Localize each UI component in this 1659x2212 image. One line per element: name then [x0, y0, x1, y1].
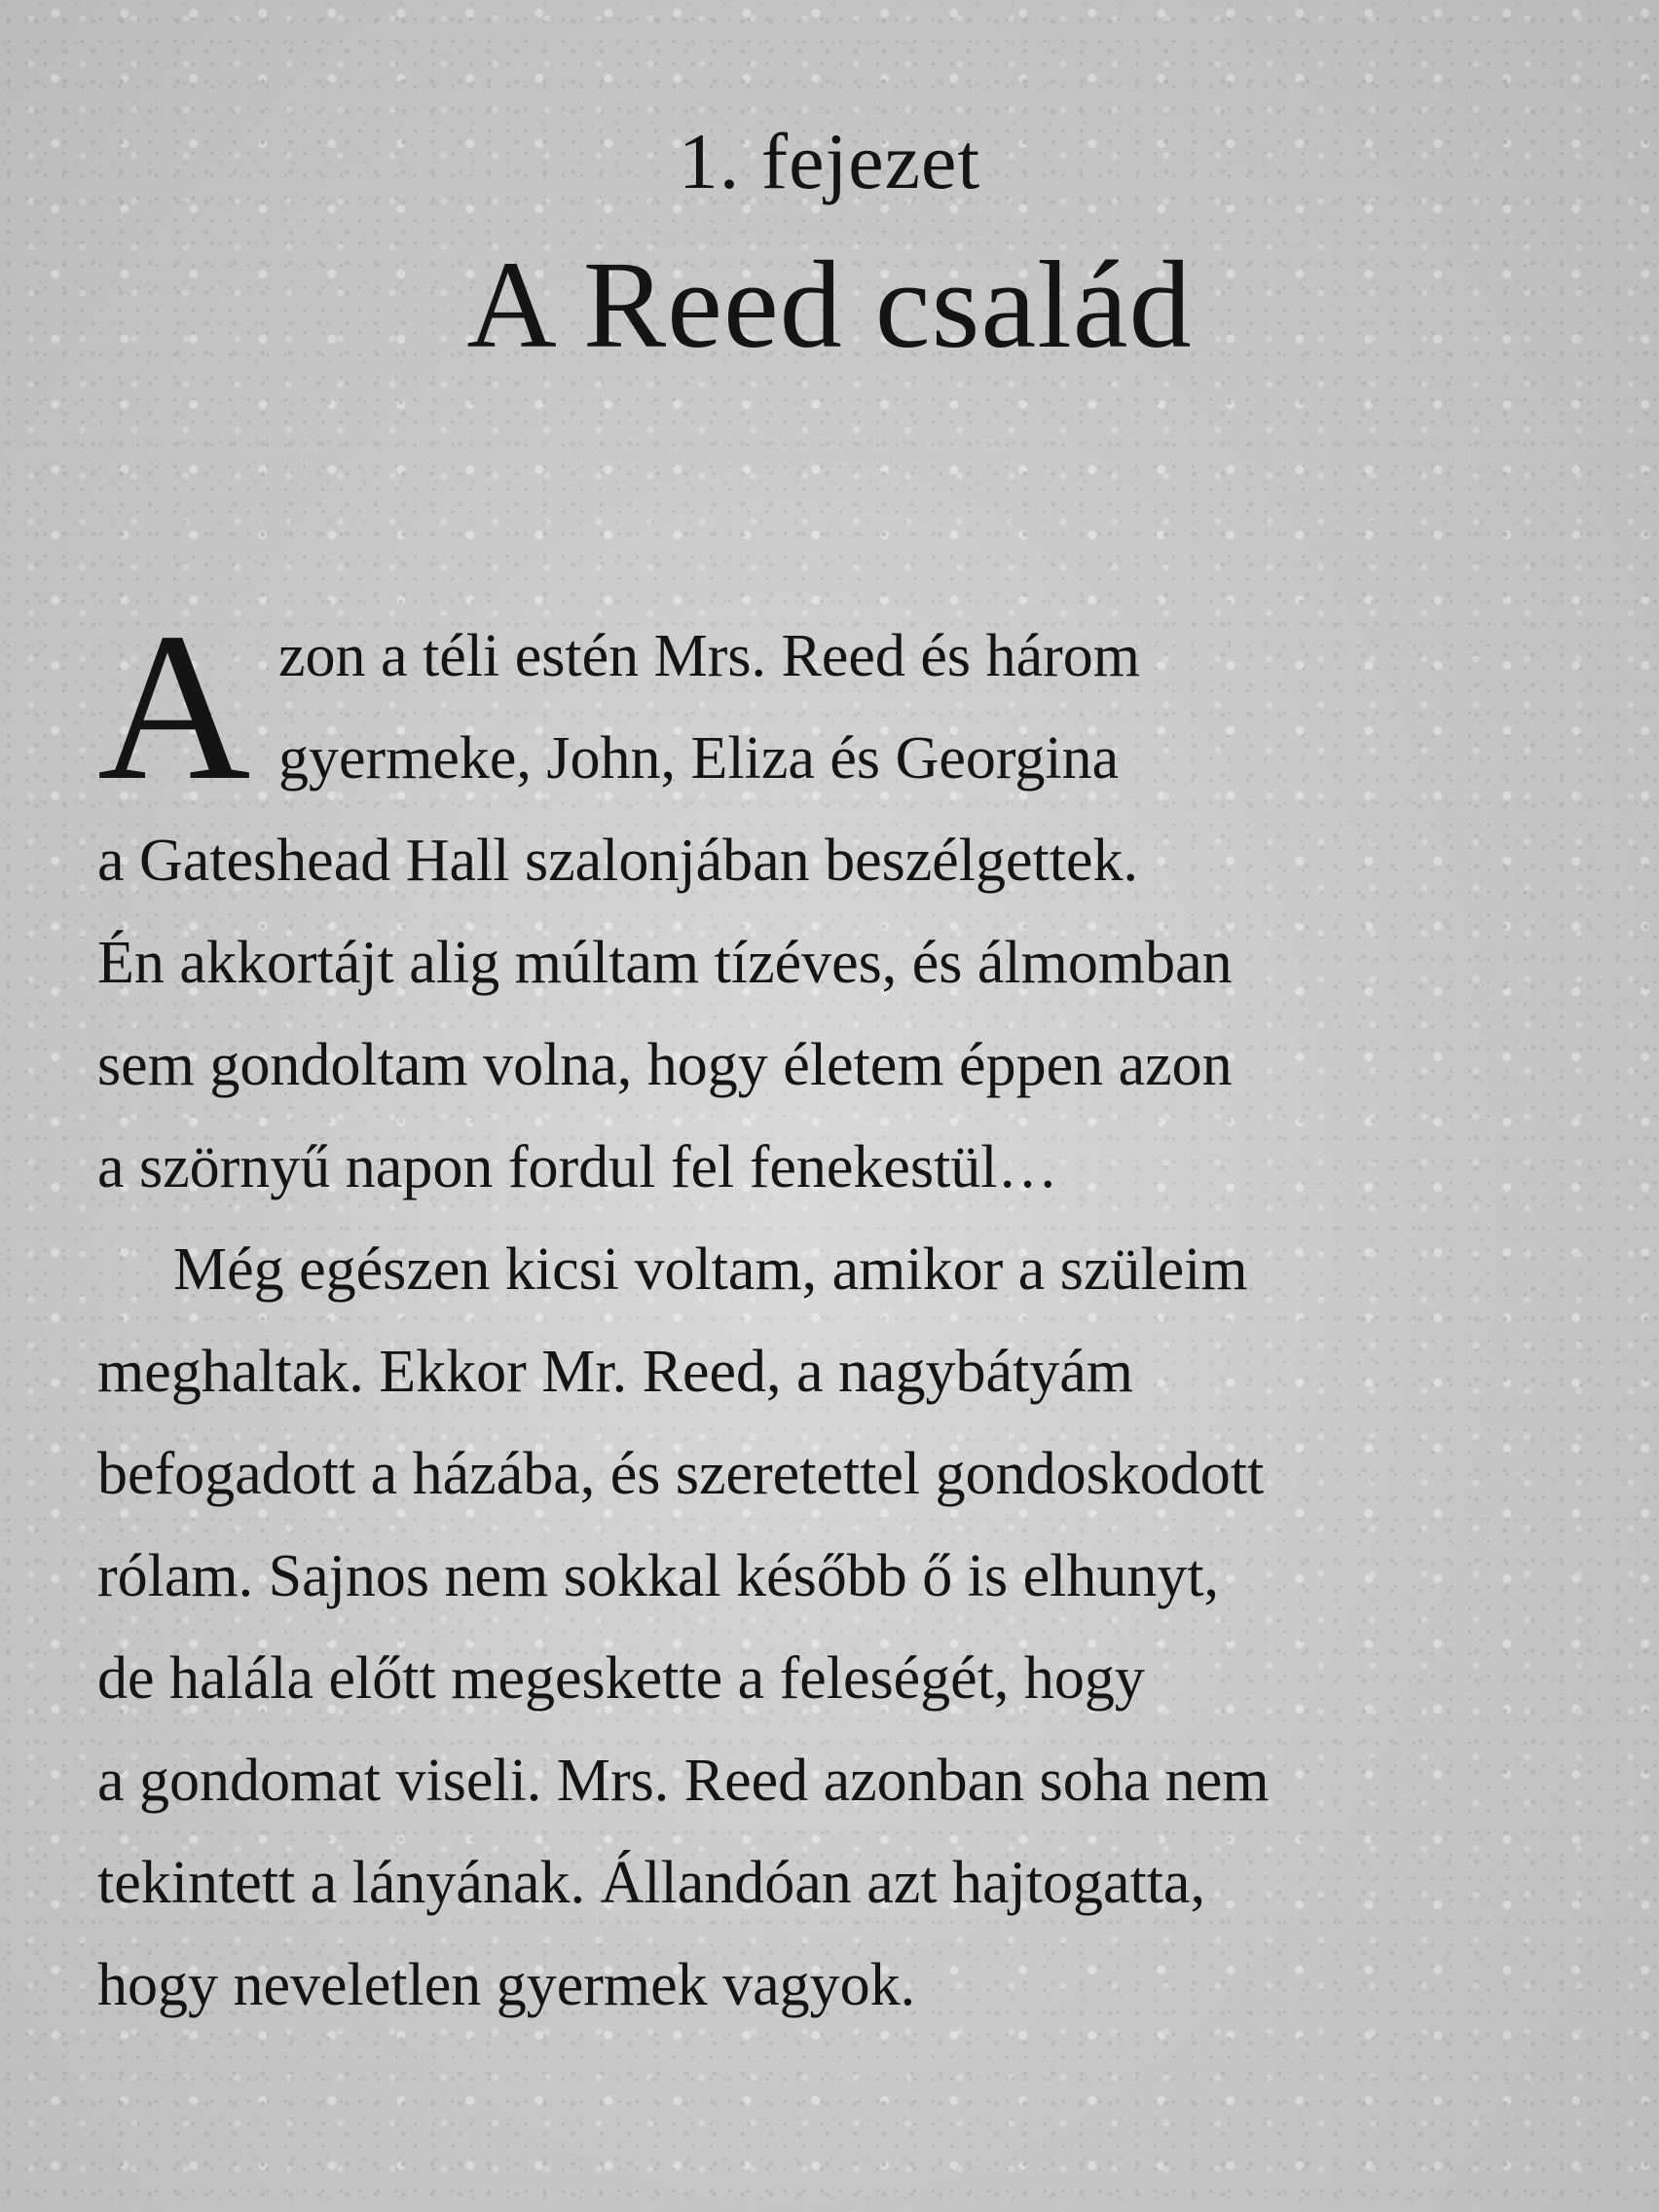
text-line: rólam. Sajnos nem sokkal később ő is elhunyt, — [97, 1543, 1220, 1609]
drop-cap: A — [97, 590, 251, 825]
text-line: meghaltak. Ekkor Mr. Reed, a nagybátyám — [97, 1339, 1134, 1405]
text-line: befogadott a házába, és szeretettel gondoskodott — [97, 1441, 1265, 1507]
text-line: tekintett a lányának. Állandóan azt hajtogatta, — [97, 1850, 1205, 1916]
text-line: hogy neveletlen gyermek vagyok. — [97, 1952, 916, 2018]
text-line: zon a téli estén Mrs. Reed és három — [278, 623, 1140, 689]
chapter-title: A Reed család — [466, 236, 1193, 374]
text-line: a szörnyű napon fordul fel fenekestül… — [97, 1134, 1058, 1200]
text-line: gyermeke, John, Eliza és Georgina — [278, 725, 1120, 792]
text-line: a gondomat viseli. Mrs. Reed azonban soha nem — [97, 1748, 1270, 1814]
text-line: sem gondoltam volna, hogy életem éppen azon — [97, 1032, 1233, 1098]
text-line: de halála előtt megeskette a feleségét, hogy — [97, 1645, 1145, 1712]
chapter-number: 1. fejezet — [678, 117, 981, 205]
text-line: Még egészen kicsi voltam, amikor a szüleim — [173, 1236, 1248, 1303]
text-line: Én akkortájt alig múltam tízéves, és álmomban — [97, 930, 1233, 996]
chapter-body — [97, 590, 1519, 2037]
text-line: a Gateshead Hall szalonjában beszélgettek. — [97, 828, 1139, 894]
